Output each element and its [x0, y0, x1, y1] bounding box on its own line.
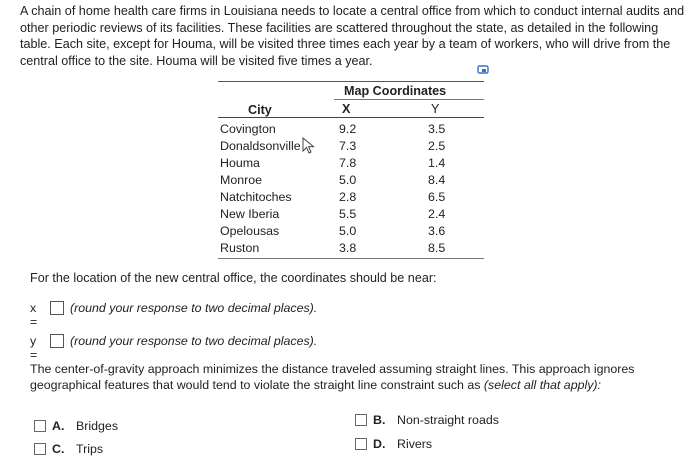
table-row: [218, 156, 484, 173]
option-a-letter: A.: [52, 419, 65, 433]
table-row: [218, 122, 484, 139]
city-cell: Opelousas: [220, 224, 280, 238]
option-a-label: Bridges: [76, 419, 119, 433]
table-row: [218, 173, 484, 190]
header-rule: [218, 117, 484, 118]
option-c-label: Trips: [76, 442, 104, 456]
option-b-checkbox[interactable]: [355, 414, 367, 426]
y-cell: 6.5: [428, 190, 446, 204]
table-top-rule: [218, 81, 484, 82]
city-cell: Donaldsonville: [220, 139, 301, 153]
y-cell: 3.5: [428, 122, 446, 136]
option-c-checkbox[interactable]: [34, 443, 46, 455]
city-cell: Houma: [220, 156, 260, 170]
mouse-pointer-icon: [302, 137, 316, 155]
city-column-header: City: [248, 103, 272, 117]
y-cell: 3.6: [428, 224, 446, 238]
y-cell: 8.4: [428, 173, 446, 187]
x-cell: 5.0: [339, 224, 357, 238]
y-variable-label: y =: [30, 334, 38, 362]
option-c-letter: C.: [52, 442, 65, 456]
y-column-header: Y: [431, 102, 440, 116]
option-d-label: Rivers: [397, 437, 433, 451]
y-cell: 8.5: [428, 241, 446, 255]
table-row: [218, 241, 484, 258]
x-cell: 5.0: [339, 173, 357, 187]
y-rounding-hint: (round your response to two decimal places).: [70, 334, 318, 348]
city-cell: Ruston: [220, 241, 260, 255]
y-cell: 2.5: [428, 139, 446, 153]
map-coordinates-header: Map Coordinates: [344, 84, 447, 98]
x-column-header: X: [342, 102, 351, 116]
table-row: [218, 190, 484, 207]
x-cell: 7.8: [339, 156, 357, 170]
city-cell: Monroe: [220, 173, 263, 187]
table-row: [218, 139, 484, 156]
table-bottom-rule: [218, 258, 484, 259]
x-rounding-hint: (round your response to two decimal places).: [70, 301, 318, 315]
y-answer-input[interactable]: [50, 334, 64, 348]
x-variable-label: x =: [30, 301, 38, 329]
table-row: [218, 207, 484, 224]
option-d-checkbox[interactable]: [355, 438, 367, 450]
y-cell: 1.4: [428, 156, 446, 170]
question-prompt: For the location of the new central office, the coordinates should be near:: [30, 271, 437, 285]
x-cell: 2.8: [339, 190, 357, 204]
y-cell: 2.4: [428, 207, 446, 221]
option-b-label: Non-straight roads: [397, 413, 499, 427]
x-answer-input[interactable]: [50, 301, 64, 315]
option-b-letter: B.: [373, 413, 386, 427]
cog-text: The center-of-gravity approach minimizes the distance traveled assuming straight lines. This approach ignores geographical features that would tend to violate the straight line constraint such as: [30, 362, 635, 393]
expand-icon[interactable]: [477, 65, 489, 75]
city-cell: Natchitoches: [220, 190, 292, 204]
table-row: [218, 224, 484, 241]
x-cell: 9.2: [339, 122, 357, 136]
header-sub-rule: [334, 99, 484, 100]
center-of-gravity-question: [30, 361, 670, 394]
problem-intro: A chain of home health care firms in Louisiana needs to locate a central office from which to conduct internal audits and other periodic reviews of its facilities. These facilities are scattered throughout the state, as detailed in the following table. Each site, except for Houma, will be visited three times each year by a team of workers, who will drive from the central office to the site. Houma will be visited five times a year.: [20, 4, 685, 68]
x-cell: 7.3: [339, 139, 357, 153]
city-cell: Covington: [220, 122, 276, 136]
x-cell: 3.8: [339, 241, 357, 255]
option-a-checkbox[interactable]: [34, 420, 46, 432]
cog-instruction: (select all that apply):: [483, 378, 601, 393]
x-cell: 5.5: [339, 207, 357, 221]
city-cell: New Iberia: [220, 207, 280, 221]
option-d-letter: D.: [373, 437, 386, 451]
